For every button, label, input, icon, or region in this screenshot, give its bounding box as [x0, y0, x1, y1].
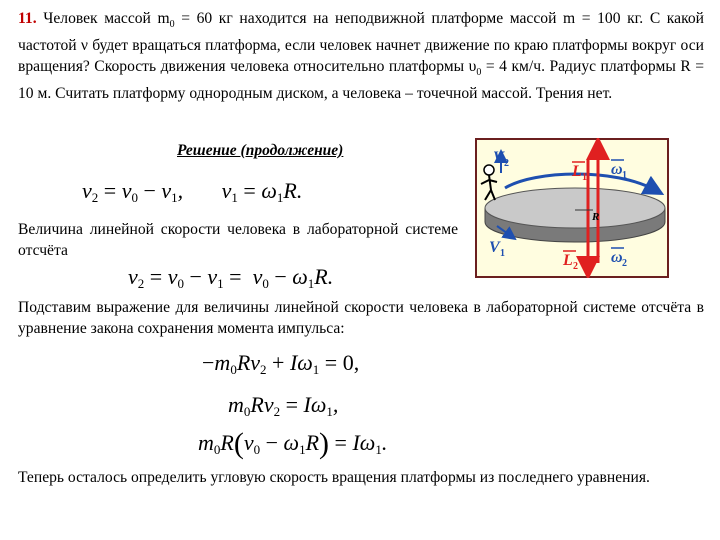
label-v2-sub: 2	[504, 158, 509, 169]
label-v1: V	[489, 239, 500, 256]
problem-text-1: Человек массой m	[43, 10, 170, 27]
label-w1: ω	[611, 161, 623, 178]
formula-v2: $v_2 = v_0 - v_1 = v_0 - \omega_1R$.	[128, 264, 334, 291]
paragraph-substitute: Подставим выражение для величины линейной скорости человека в лабораторной системе отсчёта в уравнение закона сохранения момента импульса:	[18, 299, 704, 337]
label-w1-sub: 1	[622, 170, 627, 181]
label-v2: V	[493, 149, 504, 166]
label-L1-sub: 1	[582, 172, 587, 183]
label-L2: L	[563, 252, 573, 269]
problem-sub-0: 0	[169, 19, 175, 31]
label-w2-sub: 2	[622, 258, 627, 269]
label-R: R	[592, 211, 600, 223]
problem-text-1b: = 60 кг находится на неподвижной платформе массой m = 100 кг.	[174, 10, 644, 27]
problem-text-2: С какой частотой ν будет вращаться платформа, если человек начнет движение по краю платформы вокруг оси вращения? Скорость движения человека относительно платформы υ	[18, 10, 704, 76]
formula-momentum-2: $m_0Rv_2 = I\omega_1$,	[228, 392, 339, 419]
problem-sub-1: 0	[476, 67, 482, 79]
problem-text-3: = 4 км/ч. Радиус платформы R = 10 м. Считать платформу однородным диском, а человека – точечной массой. Трения нет.	[18, 58, 705, 103]
formula-momentum-3: $m_0R(v_0 - \omega_1R) = I\omega_1$.	[198, 427, 388, 460]
problem-number: 11.	[18, 10, 37, 27]
disk-top	[485, 188, 665, 228]
label-v1-sub: 1	[500, 248, 505, 259]
label-L2-sub: 2	[573, 261, 578, 272]
formula-momentum-1: $-m_0Rv_2 + I\omega_1 = 0$,	[202, 350, 360, 377]
man-head	[484, 165, 494, 175]
formula-velocity-relation: $v_2 = v_0 - v_1$, $v_1 = \omega_1R$.	[82, 178, 303, 205]
label-w2: ω	[611, 249, 623, 266]
solution-heading: Решение (продолжение)	[177, 142, 344, 159]
label-L1: L	[572, 163, 582, 180]
platform-diagram	[475, 138, 669, 278]
problem-statement	[18, 8, 704, 104]
platform-figure	[475, 138, 669, 278]
paragraph-final: Теперь осталось определить угловую скорость вращения платформы из последнего уравнения.	[18, 469, 650, 486]
paragraph-velocity: Величина линейной скорости человека в лабораторной системе отсчёта	[18, 221, 458, 259]
